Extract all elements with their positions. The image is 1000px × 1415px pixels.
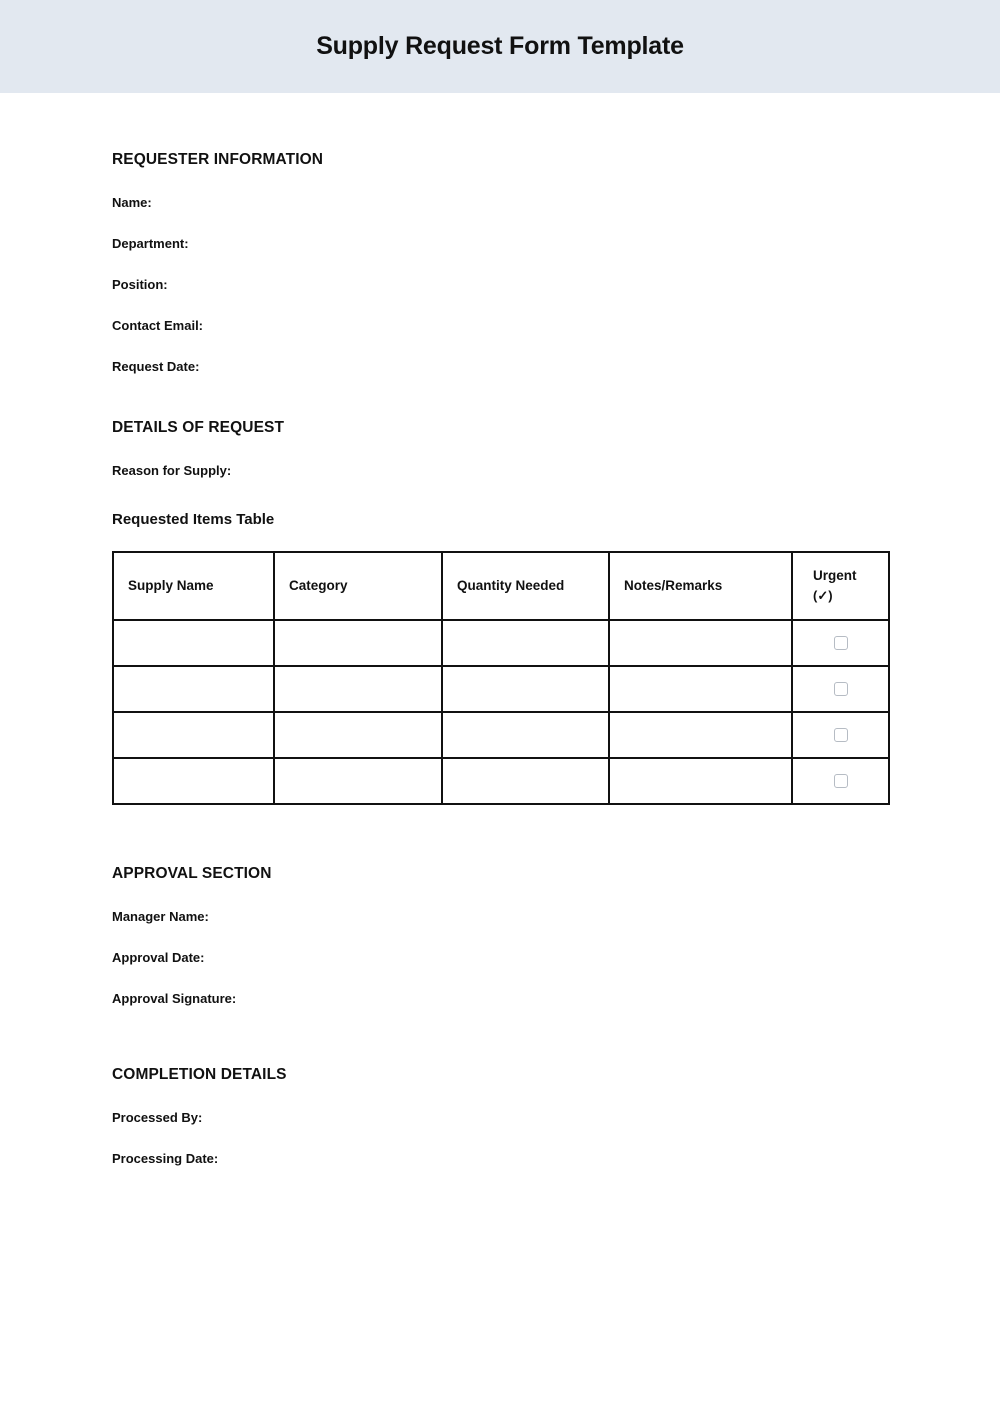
column-header-urgent (792, 552, 889, 620)
requested-items-table (112, 551, 890, 805)
field-label-processed-by: Processed By: (112, 1110, 203, 1125)
cell-supply-name[interactable] (113, 620, 274, 666)
cell-notes-remarks[interactable] (609, 758, 792, 804)
column-header-supply-name: Supply Name (113, 552, 274, 620)
table-row (113, 758, 889, 804)
field-label-request-date: Request Date: (112, 359, 200, 374)
cell-notes-remarks[interactable] (609, 620, 792, 666)
column-header-category: Category (274, 552, 442, 620)
cell-category[interactable] (274, 758, 442, 804)
field-label-department: Department: (112, 236, 189, 251)
table-row (113, 712, 889, 758)
cell-quantity-needed[interactable] (442, 620, 609, 666)
details-of-request-section (112, 374, 888, 805)
document-header-band (0, 0, 1000, 93)
requester-information-heading: REQUESTER INFORMATION (112, 151, 324, 168)
cell-category[interactable] (274, 620, 442, 666)
cell-supply-name[interactable] (113, 712, 274, 758)
column-header-quantity-needed: Quantity Needed (442, 552, 609, 620)
cell-urgent[interactable] (792, 666, 889, 712)
cell-category[interactable] (274, 712, 442, 758)
requested-items-table-title: Requested Items Table (112, 511, 275, 528)
cell-category[interactable] (274, 666, 442, 712)
field-label-position: Position: (112, 277, 168, 292)
cell-urgent[interactable] (792, 620, 889, 666)
cell-notes-remarks[interactable] (609, 712, 792, 758)
details-of-request-heading: DETAILS OF REQUEST (112, 419, 285, 436)
field-label-manager-name: Manager Name: (112, 909, 209, 924)
cell-quantity-needed[interactable] (442, 758, 609, 804)
cell-quantity-needed[interactable] (442, 666, 609, 712)
completion-details-section (112, 1006, 888, 1166)
field-label-reason-for-supply: Reason for Supply: (112, 463, 232, 478)
cell-urgent[interactable] (792, 758, 889, 804)
column-header-notes-remarks: Notes/Remarks (609, 552, 792, 620)
approval-section (112, 805, 888, 1006)
field-label-processing-date: Processing Date: (112, 1151, 219, 1166)
field-label-approval-signature: Approval Signature: (112, 991, 237, 1006)
field-label-approval-date: Approval Date: (112, 950, 205, 965)
column-header-urgent-label: Urgent (813, 568, 857, 584)
urgent-checkbox[interactable] (834, 636, 848, 650)
document-body (0, 93, 1000, 1166)
completion-details-heading: COMPLETION DETAILS (112, 1066, 287, 1083)
check-icon: (✓) (813, 588, 833, 603)
requester-information-section (112, 93, 888, 374)
field-label-name: Name: (112, 195, 152, 210)
urgent-checkbox[interactable] (834, 682, 848, 696)
table-body (113, 620, 889, 804)
urgent-checkbox[interactable] (834, 774, 848, 788)
cell-quantity-needed[interactable] (442, 712, 609, 758)
approval-section-heading: APPROVAL SECTION (112, 865, 272, 882)
cell-supply-name[interactable] (113, 758, 274, 804)
urgent-checkbox[interactable] (834, 728, 848, 742)
table-header-row (113, 552, 889, 620)
cell-urgent[interactable] (792, 712, 889, 758)
table-row (113, 620, 889, 666)
cell-notes-remarks[interactable] (609, 666, 792, 712)
table-header (113, 552, 889, 620)
field-label-contact-email: Contact Email: (112, 318, 204, 333)
table-row (113, 666, 889, 712)
cell-supply-name[interactable] (113, 666, 274, 712)
page-title: Supply Request Form Template (316, 32, 684, 60)
